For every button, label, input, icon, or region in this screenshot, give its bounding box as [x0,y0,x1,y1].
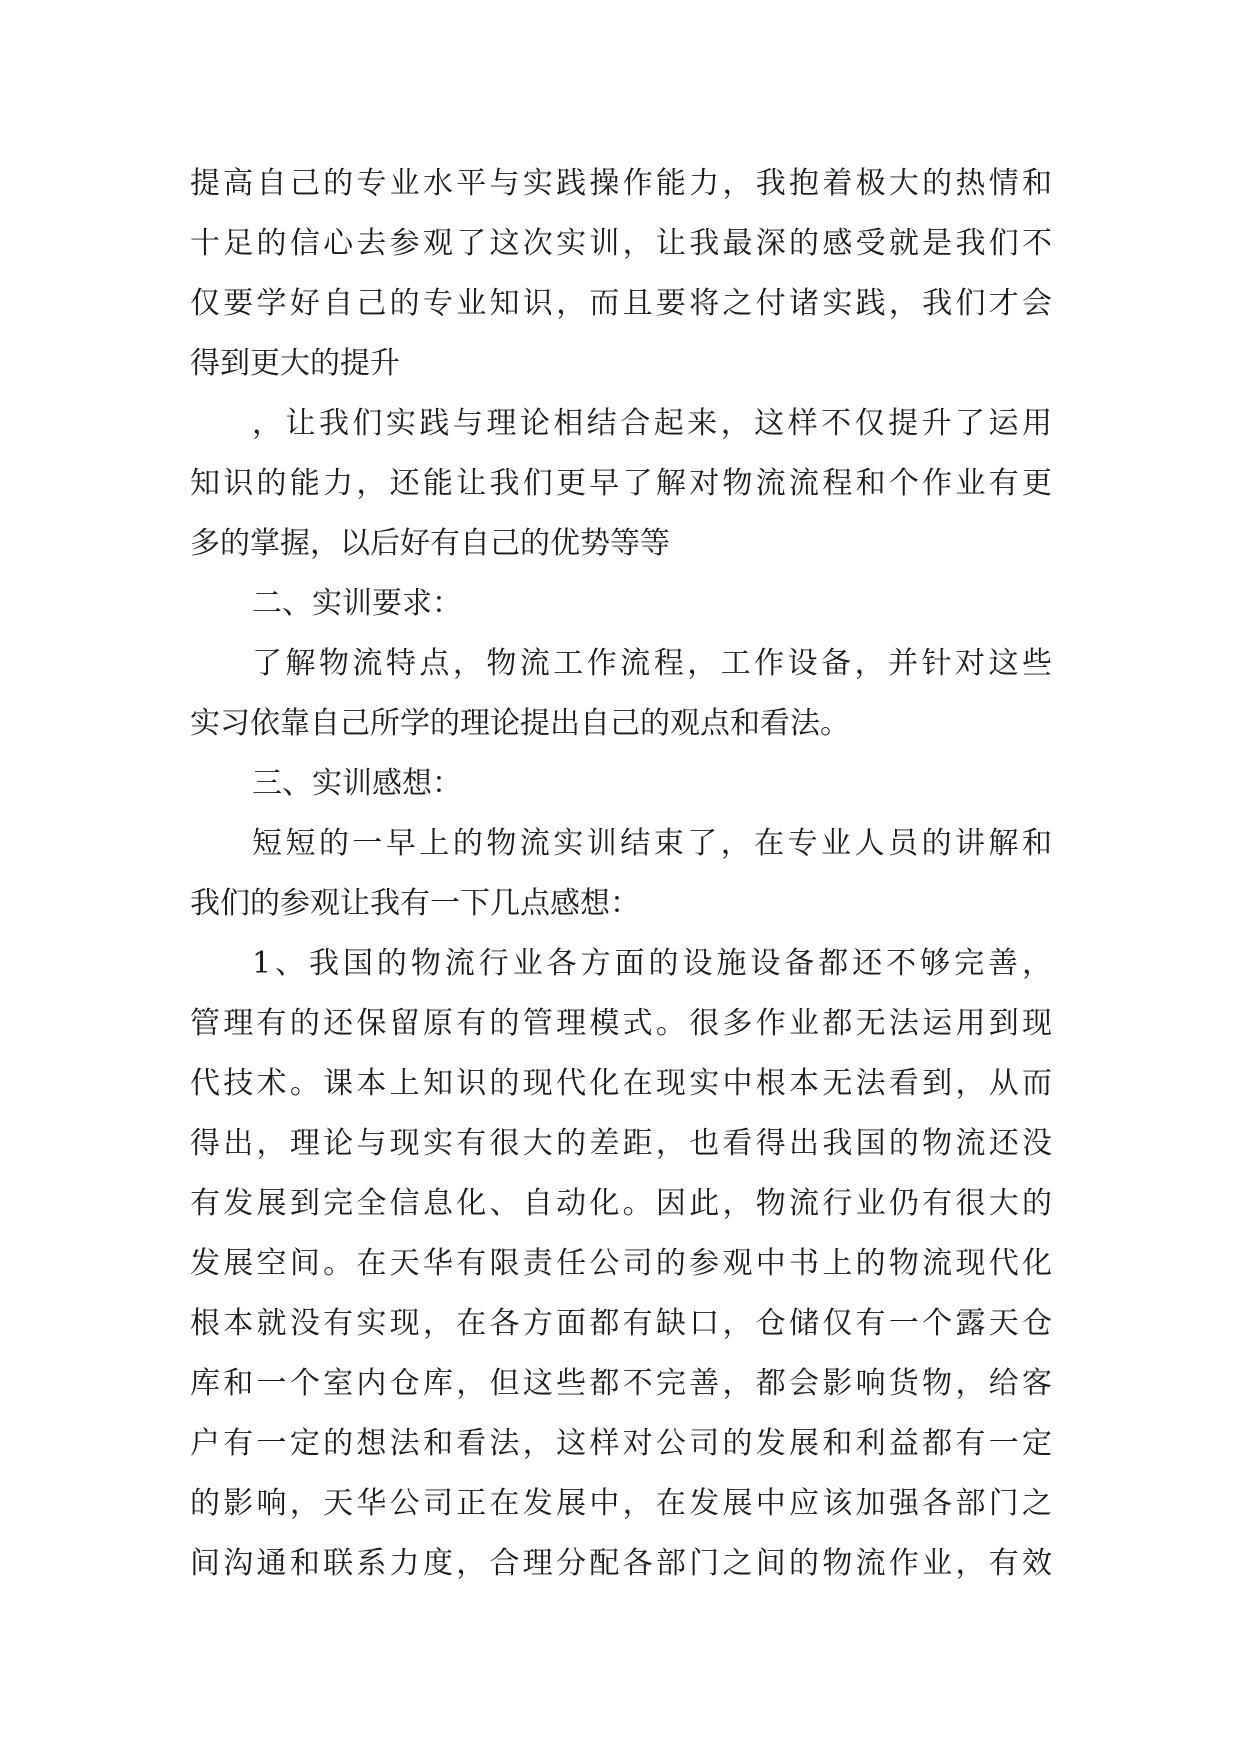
text-line: 得到更大的提升 [190,346,400,381]
text-line: 得出，理论与现实有很大的差距，也看得出我国的物流还没 [190,1126,1052,1161]
text-line: 我们的参观让我有一下几点感想： [190,886,640,921]
text-line: 知识的能力，还能让我们更早了解对物流流程和个作业有更 [190,466,1052,501]
text-line: 的影响，天华公司正在发展中，在发展中应该加强各部门之 [190,1486,1052,1521]
text-line: 二、实训要求： [252,586,462,621]
text-line: 库和一个室内仓库，但这些都不完善，都会影响货物，给客 [190,1366,1052,1401]
text-line: 根本就没有实现，在各方面都有缺口，仓储仅有一个露天仓 [190,1306,1052,1341]
text-line: 实习依靠自己所学的理论提出自己的观点和看法。 [190,706,850,741]
text-line: 了解物流特点，物流工作流程，工作设备，并针对这些 [252,646,1052,681]
text-line: 提高自己的专业水平与实践操作能力，我抱着极大的热情和 [190,166,1052,201]
text-line: 发展空间。在天华有限责任公司的参观中书上的物流现代化 [190,1246,1052,1281]
text-line: 短短的一早上的物流实训结束了，在专业人员的讲解和 [252,826,1052,861]
text-line: 代技术。课本上知识的现代化在现实中根本无法看到，从而 [190,1066,1052,1101]
text-line: 1、我国的物流行业各方面的设施设备都还不够完善， [252,946,1052,981]
text-line: 多的掌握，以后好有自己的优势等等 [190,526,670,561]
text-line: 三、实训感想： [252,766,462,801]
text-line: 仅要学好自己的专业知识，而且要将之付诸实践，我们才会 [190,286,1052,321]
document-body [190,154,1052,1594]
text-line: 有发展到完全信息化、自动化。因此，物流行业仍有很大的 [190,1186,1052,1221]
text-line: 管理有的还保留原有的管理模式。很多作业都无法运用到现 [190,1006,1052,1041]
text-line: ，让我们实践与理论相结合起来，这样不仅提升了运用 [252,406,1052,441]
text-line: 十足的信心去参观了这次实训，让我最深的感受就是我们不 [190,226,1052,261]
text-line: 户有一定的想法和看法，这样对公司的发展和利益都有一定 [190,1426,1052,1461]
text-line: 间沟通和联系力度，合理分配各部门之间的物流作业，有效 [190,1546,1052,1581]
